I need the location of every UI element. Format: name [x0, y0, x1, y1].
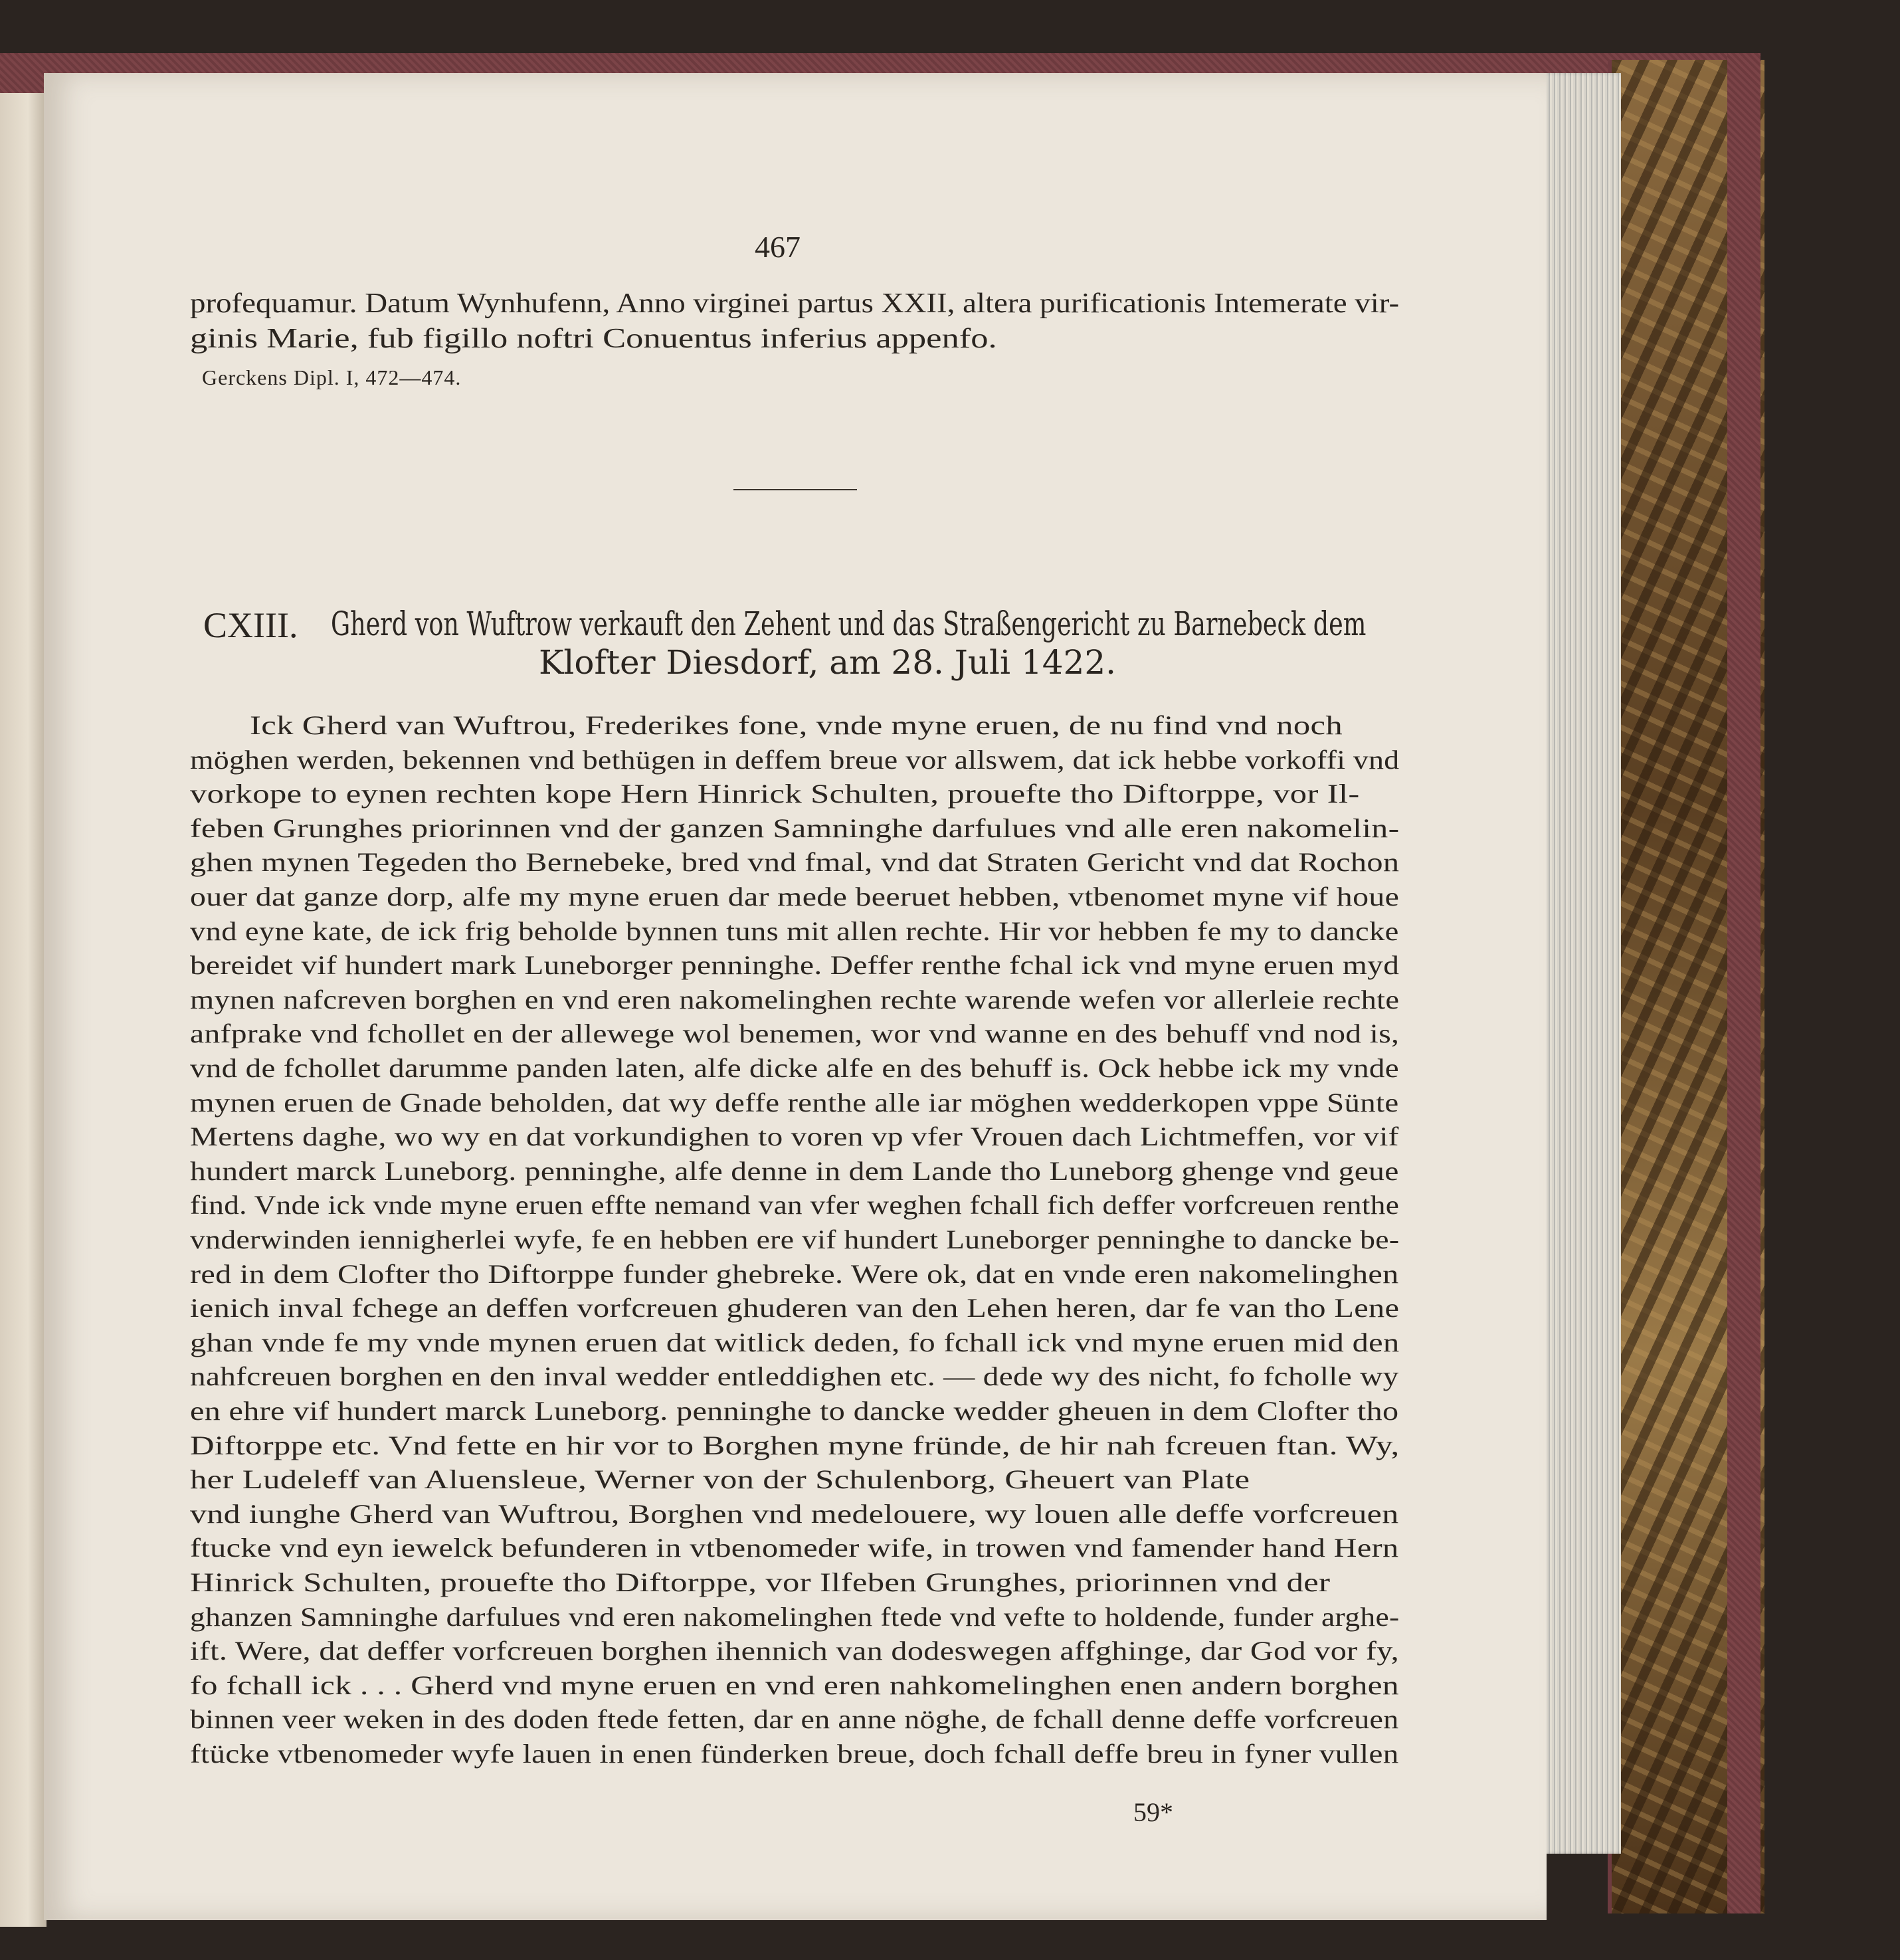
book-page: [44, 73, 1547, 1920]
previous-document-line: ginis Marie, fub figillo noftri Conuentus inferius appenfo.: [190, 324, 997, 354]
body-line: anfprake vnd fchollet en der allewege wol benemen, wor vnd wanne en des behuff vnd nod is,: [190, 1019, 1400, 1049]
body-line: ghanzen Samninghe darfulues vnd eren nakomelinghen ftede vnd vefte to holdende, funder arghe-: [190, 1601, 1400, 1632]
body-line: feben Grunghes priorinnen vnd der ganzen Samninghe darfulues vnd alle eren nakomelin-: [190, 813, 1400, 843]
section-divider: [733, 489, 857, 490]
body-line: ift. Were, dat deffer vorfcreuen borghen ihennich van dodeswegen affghinge, dar God vor fy,: [190, 1636, 1399, 1666]
signature-mark: 59*: [1133, 1797, 1173, 1827]
body-line: ouer dat ganze dorp, alfe my myne eruen dar mede beeruet hebben, vtbenomet myne vif houe: [190, 882, 1400, 912]
facing-page-edge: [0, 93, 47, 1927]
body-line: find. Vnde ick vnde myne eruen effte nemand van vfer weghen fchall fich deffer vorfcreuen renthe: [190, 1190, 1400, 1221]
body-line: Diftorppe etc. Vnd fette en hir vor to Borghen myne fründe, de hir nah fcreuen ftan. Wy,: [190, 1430, 1400, 1460]
document-title-line: Gherd von Wuftrow verkauft den Zehent und das Straßengericht zu Barnebeck dem: [331, 605, 1367, 643]
body-line: vnd eyne kate, de ick frig beholde bynnen tuns mit allen rechte. Hir vor hebben fe my to dancke: [190, 916, 1399, 946]
body-line: fo fchall ick . . . Gherd vnd myne eruen en vnd eren nahkomelinghen enen andern borghen: [190, 1670, 1399, 1700]
previous-document-line: profequamur. Datum Wynhufenn, Anno virginei partus XXII, altera purificationis Intemerate vir-: [190, 288, 1400, 319]
body-line: Ick Gherd van Wuftrou, Frederikes fone, vnde myne eruen, de nu find vnd noch: [250, 710, 1343, 740]
body-line: ghan vnde fe my vnde mynen eruen dat witlick deden, fo fchall ick vnd myne eruen mid den: [190, 1327, 1400, 1357]
body-line: red in dem Clofter tho Diftorppe funder ghebreke. Were ok, dat en vnde eren nakomelinghen: [190, 1258, 1399, 1289]
body-line: Hinrick Schulten, prouefte tho Diftorppe, vor Ilfeben Grunghes, priorinnen vnd der: [190, 1567, 1331, 1597]
body-line: möghen werden, bekennen vnd bethügen in deffem breue vor allswem, dat ick hebbe vorkoffi vnd: [190, 744, 1400, 775]
body-line: mynen nafcreven borghen en vnd eren nakomelinghen rechte warende wefen vor allerleie rechte: [190, 984, 1400, 1015]
body-line: binnen veer weken in des doden ftede fetten, dar en anne nöghe, de fchall denne deffe vorfcreuen: [190, 1704, 1399, 1735]
body-line: vorkope to eynen rechten kope Hern Hinrick Schulten, prouefte tho Diftorppe, vor Il-: [190, 779, 1360, 809]
body-line: hundert marck Luneborg. penninghe, alfe denne in dem Lande tho Luneborg ghenge vnd geue: [190, 1155, 1399, 1186]
body-line: vnd de fchollet darumme panden laten, alfe dicke alfe en des behuff is. Ock hebbe ick my vnde: [190, 1053, 1399, 1083]
source-reference: Gerckens Dipl. I, 472—474.: [202, 365, 462, 389]
body-line: vnderwinden iennigherlei wyfe, fe en hebben ere vif hundert Luneborger penninghe to dancke be-: [190, 1225, 1400, 1254]
body-line: nahfcreuen borghen en den inval wedder entleddighen etc. — dede wy des nicht, fo fcholle wy: [190, 1361, 1399, 1392]
body-line: mynen eruen de Gnade beholden, dat wy deffe renthe alle iar möghen wedderkopen vppe Sünte: [190, 1087, 1399, 1118]
body-line: ftücke vtbenomeder wyfe lauen in enen fünderken breue, doch fchall deffe breu in fyner vullen: [190, 1739, 1399, 1769]
body-line: ghen mynen Tegeden tho Bernebeke, bred vnd fmal, vnd dat Straten Gericht vnd dat Rochon: [190, 847, 1400, 878]
body-line: bereidet vif hundert mark Luneborger penninghe. Deffer renthe fchal ick vnd myne eruen myd: [190, 950, 1400, 981]
body-line: her Ludeleff van Aluensleue, Werner von der Schulenborg, Gheuert van Plate: [190, 1464, 1250, 1495]
body-line: Mertens daghe, wo wy en dat vorkundighen to voren vp vfer Vrouen dach Lichtmeffen, vor vif: [190, 1122, 1399, 1152]
body-line: en ehre vif hundert marck Luneborg. penninghe to dancke wedder gheuen in dem Clofter tho: [190, 1396, 1399, 1426]
document-title-line: Klofter Diesdorf, am 28. Juli 1422.: [539, 643, 1117, 682]
document-number: CXIII.: [203, 605, 298, 645]
body-line: ftucke vnd eyn iewelck befunderen in vtbenomeder wife, in trowen vnd famender hand Hern: [190, 1533, 1399, 1563]
body-line: vnd iunghe Gherd van Wuftrou, Borghen vnd medelouere, wy louen alle deffe vorfcreuen: [190, 1498, 1399, 1529]
body-line: ienich inval fchege an deffen vorfcreuen ghuderen van den Lehen heren, dar fe van tho Lene: [190, 1293, 1400, 1323]
page-block-edges: [1541, 73, 1621, 1854]
book-cover-edge: [1727, 53, 1760, 1913]
page-number: 467: [755, 230, 801, 264]
